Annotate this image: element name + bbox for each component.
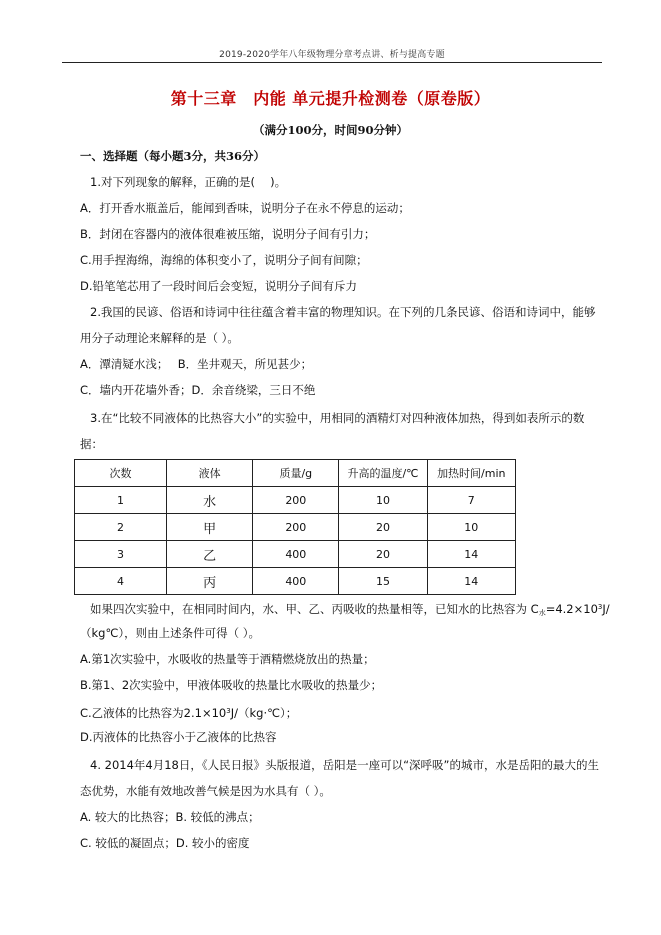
table-cell: 20 [339, 541, 427, 568]
table-cell: 7 [427, 487, 515, 514]
table-header-cell: 升高的温度/℃ [339, 460, 427, 487]
question-3-condition [90, 599, 610, 621]
table-cell: 1 [75, 487, 167, 514]
question-1-stem: 1.对下列现象的解释，正确的是( )。 [90, 175, 287, 189]
page-title: 第十三章 内能 单元提升检测卷（原卷版） [170, 89, 491, 108]
condition-text-b: =4.2×10 [545, 602, 598, 616]
table-cell: 400 [253, 568, 339, 595]
table-cell: 10 [339, 487, 427, 514]
data-table [74, 459, 516, 595]
option-c-superscript: 3 [226, 707, 231, 715]
table-cell: 400 [253, 541, 339, 568]
question-1-option-b: B．封闭在容器内的液体很难被压缩，说明分子间有引力； [80, 227, 376, 241]
table-cell: 200 [253, 487, 339, 514]
table-cell: 20 [339, 514, 427, 541]
question-3-stem-cont: 据： [80, 437, 103, 451]
question-4-stem: 4. 2014年4月18日，《人民日报》头版报道，岳阳是一座可以“深呼吸”的城市，水是岳阳的最大的生 [90, 758, 600, 772]
question-3-stem: 3.在“比较不同液体的比热容大小”的实验中，用相同的酒精灯对四种液体加热，得到如表所示的数 [90, 411, 585, 425]
table-cell: 3 [75, 541, 167, 568]
section-heading: 一、选择题（每小题3分，共36分） [80, 149, 266, 163]
question-1-option-a: A．打开香水瓶盖后，能闻到香味，说明分子在永不停息的运动； [80, 201, 410, 215]
header-divider [62, 62, 602, 63]
table-cell: 10 [427, 514, 515, 541]
table-cell: 15 [339, 568, 427, 595]
table-cell: 14 [427, 541, 515, 568]
condition-text-a: 如果四次实验中，在相同时间内，水、甲、乙、丙吸收的热量相等，已知水的比热容为 C [90, 602, 539, 616]
table-cell: 水 [167, 487, 253, 514]
table-header-cell: 液体 [167, 460, 253, 487]
table-header-row [75, 460, 516, 487]
table-header-cell: 加热时间/min [427, 460, 515, 487]
table-cell: 乙 [167, 541, 253, 568]
table-row [75, 541, 516, 568]
table-cell: 丙 [167, 568, 253, 595]
question-1-option-d: D.铅笔笔芯用了一段时间后会变短，说明分子间有斥力 [80, 279, 358, 293]
table-cell: 甲 [167, 514, 253, 541]
table-row [75, 487, 516, 514]
table-cell: 2 [75, 514, 167, 541]
question-1-option-c: C.用手捏海绵，海绵的体积变小了，说明分子间有间隙； [80, 253, 368, 267]
question-2-stem: 2.我国的民谚、俗语和诗词中往往蕴含着丰富的物理知识。在下列的几条民谚、俗语和诗词中，能够 [90, 305, 596, 319]
option-c-text-b: J/（kg·℃）； [230, 706, 298, 720]
condition-text-c: J/ [602, 602, 610, 616]
page-header: 2019-2020学年八年级物理分章考点讲、析与提高专题 [219, 50, 445, 60]
exam-info: （满分100分，时间90分钟） [252, 123, 408, 137]
question-3-condition-cont: （kg℃），则由上述条件可得（ ）。 [80, 626, 261, 640]
question-4-options-cd: C. 较低的凝固点；D. 较小的密度 [80, 836, 250, 850]
question-3-option-b: B.第1、2次实验中，甲液体吸收的热量比水吸收的热量少； [80, 678, 383, 692]
question-2-stem-cont: 用分子动理论来解释的是（ ）。 [80, 331, 239, 345]
condition-subscript: 水 [538, 609, 546, 617]
table-cell: 4 [75, 568, 167, 595]
table-header-cell: 次数 [75, 460, 167, 487]
table-cell: 14 [427, 568, 515, 595]
question-3-option-a: A.第1次实验中，水吸收的热量等于酒精燃烧放出的热量； [80, 652, 375, 666]
option-c-text-a: C.乙液体的比热容为2.1×10 [80, 706, 227, 720]
table-row [75, 568, 516, 595]
table-cell: 200 [253, 514, 339, 541]
question-3-option-c [80, 703, 600, 721]
table-row [75, 514, 516, 541]
question-4-stem-cont: 态优势，水能有效地改善气候是因为水具有（ ）。 [80, 784, 331, 798]
question-2-options-cd: C．墙内开花墙外香；D．余音绕梁，三日不绝 [80, 383, 316, 397]
question-3-option-d: D.丙液体的比热容小于乙液体的比热容 [80, 730, 277, 744]
question-2-options-ab: A．潭清疑水浅； B．坐井观天，所见甚少； [80, 357, 313, 371]
table-header-cell: 质量/g [253, 460, 339, 487]
question-4-options-ab: A. 较大的比热容；B. 较低的沸点； [80, 810, 260, 824]
condition-superscript: 3 [597, 603, 603, 611]
